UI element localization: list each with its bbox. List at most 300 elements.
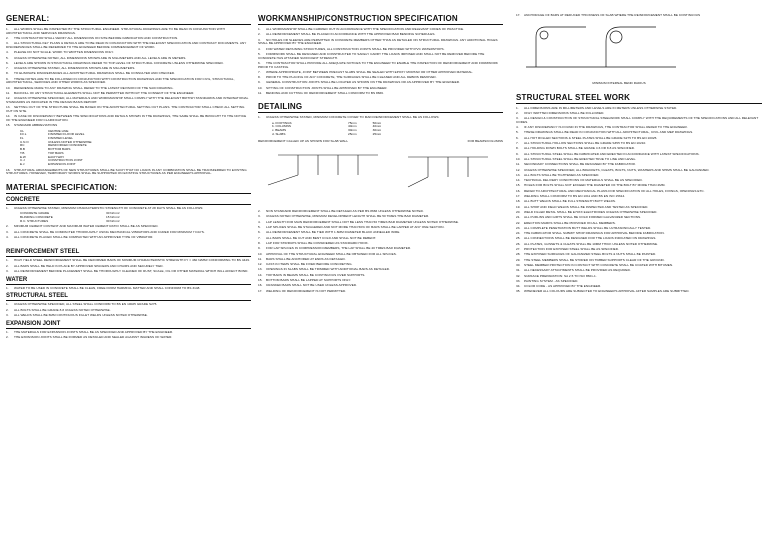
note-number: 1. <box>516 105 519 110</box>
note-text: ALL BUTT WELDS SHALL BE FULL STRENGTH BUTT WELDS. <box>524 199 616 204</box>
note-item <box>6 270 251 274</box>
note-number: 6. <box>258 230 261 235</box>
note-item <box>516 190 762 194</box>
note-number: 1. <box>6 285 9 290</box>
note-text: ALL WORKMANSHIP SHALL BE CARRIED OUT IN ACCORDANCE WITH THE SPECIFICATION AND RELEVANT CODES OF PRACTICE. <box>266 27 465 31</box>
note-text: WELDING OF REINFORCEMENT IS NOT PERMITTED. <box>266 288 347 293</box>
note-item <box>516 237 762 241</box>
note-number: 15. <box>258 278 263 283</box>
note-item <box>258 274 503 278</box>
note-number: 3. <box>6 268 9 273</box>
note-number: 7. <box>258 69 261 74</box>
note-item <box>6 97 251 104</box>
concrete-note-2: 2. MINIMUM CEMENT CONTENT AND MAXIMUM WATER CEMENT RATIO SHALL BE AS SPECIFIED. <box>6 224 159 229</box>
note-item <box>516 280 762 284</box>
note-text: BOTTOM BARS SHALL BE LAPPED AT SUPPORTS ONLY. <box>266 278 352 283</box>
note-text: LAP LENGTH FOR MAIN REINFORCEMENT SHALL NOT BE LESS THAN 50 TIMES BAR DIAMETER UNLESS NOTED OTHERWISE. <box>266 219 459 224</box>
abbr-meaning: EACH WAY <box>48 154 65 159</box>
note-text: NON STANDARD REINFORCEMENT SHALL BE DETAILED AS PER BS 8666 UNLESS OTHERWISE NOTED. <box>266 209 424 214</box>
note-text: CRANKED BARS SHALL NOT BE USED UNLESS APPROVED. <box>266 283 358 288</box>
note-item <box>258 263 503 267</box>
note-text: ALL REINFORCEMENT BEFORE PLACEMENT SHALL BE THOROUGHLY CLEANED OF RUST, SCALE, OIL OR OTHER MATERIAL WHICH WILL AFFECT BOND. <box>14 268 249 273</box>
note-number: 19. <box>516 204 521 209</box>
note-item <box>258 237 503 241</box>
note-item <box>258 62 503 69</box>
note-text: HOLES FOR BOLTS SHALL NOT EXCEED THE DIAMETER OF THE BOLT BY MORE THAN 2MM. <box>524 183 666 188</box>
note-number: 10. <box>258 251 263 256</box>
note-item <box>516 112 762 116</box>
note-text: UNLESS NOTED OTHERWISE, MINIMUM DEVELOPMENT LENGTH SHALL BE 50 TIMES THE BAR DIAMETER. <box>266 214 430 219</box>
detailing-notes <box>258 210 503 293</box>
note-text: ALL REINFORCEMENT SHALL BE TIED WITH 1.6MM DIAMETER BLACK ANNEALED WIRE. <box>266 230 401 235</box>
note-text: FOR WATER RETAINING STRUCTURES, ALL CONSTRUCTION JOINTS SHALL BE PROVIDED WITH PVC WATERSTOPS. <box>266 46 445 51</box>
note-text: COLOR CODE - AS APPROVED BY THE ENGINEER. <box>524 284 602 289</box>
note-number: 18. <box>516 199 521 204</box>
general-title: GENERAL: <box>6 14 251 25</box>
note-item <box>258 231 503 235</box>
note-text: THE CONTRACTOR SHALL PROVIDE ALL ADEQUATE NOTICES TO THE ENGINEER TO ENABLE THE INSPECTION OF REINFORCEMENT AND FORMWORK PRIOR TO CASTING. <box>258 60 498 69</box>
note-number: 8. <box>6 71 9 76</box>
note-number: 17. <box>516 194 521 199</box>
note-item <box>258 242 503 246</box>
note-item <box>516 206 762 210</box>
note-number: 14. <box>516 178 521 183</box>
note-number: 2. <box>6 36 9 40</box>
note-item <box>6 309 251 313</box>
note-item <box>258 76 503 80</box>
note-text: ALL BOLTS SHALL BE GRADE 8.8 UNLESS NOTED OTHERWISE. <box>14 307 111 312</box>
note-text: ALL PLATES, GUSSETS & CLEATS SHALL BE 10MM THICK UNLESS NOTED OTHERWISE. <box>524 241 658 246</box>
steel-work-title: STRUCTURAL STEEL WORK <box>516 93 762 104</box>
note-item <box>6 87 251 91</box>
note-item <box>516 232 762 236</box>
abbr-meaning: FINISHED LEVEL <box>48 136 73 141</box>
note-number: 26. <box>516 241 521 246</box>
note-text: LAP FOR STIRRUPS SHALL BE CONSIDERED AS STANDARD HOOK. <box>266 240 369 245</box>
note-text: ALL PURLINS AND GIRTS SHALL BE COLD FORMED GALVANIZED SECTIONS. <box>524 215 642 220</box>
note-number: 22. <box>516 220 521 225</box>
note-text: FOR LAP SPLICES IN COMPRESSION MEMBERS, THE LAP SHALL BE 40 TIMES BAR DIAMETER. <box>266 246 412 251</box>
note-item <box>516 163 762 167</box>
note-number: 1. <box>6 302 9 307</box>
note-text: ONLY WRITTEN DIMENSIONS SHALL BE FOLLOWED. <box>524 110 605 115</box>
concrete-title: CONCRETE <box>6 197 251 205</box>
cover-value: 25mm <box>348 132 357 137</box>
note-text: WATER TO BE USED IN CONCRETE SHALL BE CLEAN, FREE FROM HARMFUL MATTER AND SHALL CONFORM TO BS 3148. <box>14 285 201 290</box>
note-text: BENDING AND CUTTING OF REINFORCEMENT SHALL CONFORM TO BS 8666. <box>266 91 384 96</box>
cover-element: b. COLUMNS <box>272 124 291 129</box>
cover-value: 50mm <box>372 120 382 125</box>
note-item <box>258 48 503 52</box>
cover-value: 75mm <box>348 120 357 125</box>
note-item <box>258 290 503 294</box>
abbreviation-list <box>20 130 251 167</box>
note-text: GENERAL CONSTRUCTION JOINTS SHALL BE LOCATED AS SHOWN ON THE DRAWINGS OR AS APPROVED BY THE ENGINEER. <box>266 80 460 85</box>
grade-strength: 30 N/mm² <box>106 218 120 223</box>
note-text: ALL WORKS SHALL BE INSPECTED BY THE STRUCTURAL ENGINEER. STRUCTURAL DRAWINGS ARE TO BE READ IN CONJUNCTION WITH ARCHITECTURAL AND SERVICES DRAWINGS. <box>6 27 225 35</box>
note-number: 29. <box>516 257 521 262</box>
workmanship-notes <box>258 28 503 96</box>
note-text: STEEL MEMBER PROTECTION IN CONTACT WITH CONCRETE SHALL BE COATED WITH BITUMEN. <box>524 262 674 267</box>
grade-element: CONCRETE GRADE <box>20 211 50 215</box>
note-item <box>516 285 762 289</box>
note-text: TECHNICAL DELIVERY CONDITIONS OF MATERIALS SHALL BE AS SPECIFIED. <box>524 178 643 183</box>
note-number: 8. <box>258 240 261 245</box>
bend-radius-caption: MINIMUM INTERNAL BEND RADIUS <box>592 81 646 86</box>
note-number: 2. <box>258 209 261 214</box>
note-text: ALL WELDS SHALL BE 6MM CONTINUOUS FILLET WELDS UNLESS NOTED OTHERWISE. <box>14 312 148 317</box>
note-number: 12. <box>516 167 521 172</box>
note-text: ALL BARS SHALL BE CUT AND BENT COLD AND SHALL NOT BE REBENT. <box>266 235 377 240</box>
bend-radius-diagram <box>516 19 762 77</box>
grade-element: BLINDING CONCRETE <box>20 214 53 219</box>
note-number: 35. <box>516 289 521 294</box>
cover-element: d. SLABS <box>272 132 286 137</box>
note-item <box>516 126 762 130</box>
note-number: 1. <box>6 27 9 31</box>
struct-steel-title: STRUCTURAL STEEL <box>6 293 251 301</box>
note-item <box>258 284 503 288</box>
note-text: WELD FILLER METAL SHALL BE E70XX ELECTRODES UNLESS OTHERWISE SPECIFIED. <box>524 209 658 214</box>
note-item <box>516 174 762 178</box>
note-number: 12. <box>258 262 263 267</box>
cover-value: 25mm <box>372 132 382 137</box>
note-text: FORMWORK SHALL BE DESIGNED AND CONSTRUCTED TO SAFELY CARRY THE LOADS IMPOSED AND SHALL NOT BE REMOVED BEFORE THE CONCRETE HAS ATTAINED SUFFICIENT STRENGTH. <box>258 51 485 60</box>
note-text: ALL BOLTS SHALL BE TIGHTENED AS SPECIFIED. <box>524 172 600 177</box>
note-number: 33. <box>516 278 521 283</box>
detailing-intro: 1. UNLESS OTHERWISE STATED, MINIMUM CONCRETE COVER TO MAIN REINFORCEMENT SHALL BE AS FOLLOWS: <box>258 115 440 120</box>
note-text: CAST-IN ITEMS SHALL BE FIXED BEFORE CONCRETING. <box>266 262 353 267</box>
note-number: 23. <box>516 225 521 230</box>
abbr-code: CL <box>20 128 24 133</box>
note-number: 15. <box>516 183 521 188</box>
note-text: LAP SPLICES SHALL BE STAGGERED AND NOT MORE THAN 50% OF BARS SHALL BE LAPPED AT ANY ONE SECTION. <box>266 225 445 230</box>
cover-value: 30mm <box>372 128 382 133</box>
note-item <box>516 290 762 294</box>
note-text: UNLESS OTHERWISE NOTED, ALL DIMENSIONS SHOWN ARE IN MILLIMETERS AND ALL LEVELS ARE IN METERS. <box>14 55 187 60</box>
note-text: THESE DRAWINGS SHALL BE READ IN CONJUNCTION WITH ALL ARCHITECTURAL, CIVIL AND MEP DRAWINGS. <box>524 130 694 135</box>
note-item <box>516 107 762 111</box>
note-text: PLEASE DO NOT SCALE. WORK TO WRITTEN DIMENSIONS ONLY. <box>14 50 114 55</box>
note-item <box>516 259 762 263</box>
column-left <box>6 14 251 341</box>
note-text: TOP BARS IN BEAMS SHALL BE CONTINUOUS OVER SUPPORTS. <box>266 272 366 277</box>
reinforcement-callup-diagram <box>258 145 503 205</box>
note-item <box>6 106 251 113</box>
note-text: ALL BARS SHALL BE HELD IN PLACE BY APPROVED SPACERS AND CHAIRS AND SECURELY TIED. <box>14 263 164 268</box>
note-text: PRIOR TO THE PLACING OF ANY CONCRETE, THE SURFACES SHALL BE CLEANED AND ALL DEBRIS REMOVED. <box>266 75 437 80</box>
note-item <box>258 258 503 262</box>
concrete-note-3: 3. ALL CONCRETE SHALL BE COMPACTED THOROUGHLY USING MECHANICAL VIBRATORS AND CURED FOR MINIMUM 7 DAYS. <box>6 229 205 234</box>
anchorage-note: 17. ANCHORAGE OF BARS AT REDUCED THICKNESS OF SLAB WHERE THE REINFORCEMENT SHALL BE CONTINUOUS <box>516 13 701 17</box>
note-text: SECONDARY CONNECTIONS SHALL BE DESIGNED BY THE FABRICATOR. <box>524 162 636 167</box>
abbr-code: FL <box>20 136 24 141</box>
abbreviation-row <box>20 163 251 167</box>
note-item <box>258 279 503 283</box>
note-item <box>6 92 251 96</box>
water-title: WATER <box>6 277 251 285</box>
grade-strength: 15 N/mm² <box>106 214 120 219</box>
note-number: 3. <box>258 37 261 42</box>
note-text: ALL COMPLETE PENETRATION BUTT WELDS SHALL BE ULTRASONICALLY TESTED. <box>524 225 652 230</box>
note-item <box>516 275 762 279</box>
note-text: THE EXPANSION JOINTS SHALL BE FORMED AS DETAILED AND SEALED AGAINST INGRESS OF WATER. <box>14 334 173 339</box>
note-item <box>516 264 762 268</box>
note-item <box>258 215 503 219</box>
cover-value: 30mm <box>348 128 357 133</box>
note-text: THE FABRICATOR SHALL SUBMIT SHOP DRAWINGS FOR APPROVAL BEFORE FABRICATION. <box>524 231 665 236</box>
note-item <box>516 253 762 257</box>
note-number: 9. <box>516 151 519 156</box>
note-number: 6. <box>258 60 261 65</box>
note-item <box>516 200 762 204</box>
note-text: IN CASE OF DISCREPANCY BETWEEN THE SPECIFICATIONS AND DETAILS SHOWN IN THE DRAWINGS, THE SAME SHALL BE BROUGHT TO THE NOTICE OF THE ENGINEER FOR CLARIFICATION. <box>6 114 247 123</box>
note-text: ALL STRUCTURAL KEY PLANS & DETAILS ARE TO BE READ IN CONJUNCTION WITH THE RELEVANT SPECIFICATION AND CONTRACT DOCUMENTS. ANY DISCREPANCIES SHALL BE REFERRED TO THE ENGINEER BEFORE COMMENCEMENT OF WORK. <box>6 41 247 49</box>
note-number: 21. <box>516 215 521 220</box>
note-item <box>516 131 762 135</box>
note-item <box>258 33 503 37</box>
cover-value: 40mm <box>372 124 382 129</box>
note-item <box>258 87 503 91</box>
note-text: NO HOLES OR SLEEVES ARE PERMITTED IN CONCRETE MEMBERS OTHER THAN AS DETAILED ON STRUCTURAL DRAWINGS. ANY ADDITIONAL HOLES SHALL BE APPROVED BY THE ENGINEER. <box>258 37 498 46</box>
note-item <box>258 53 503 60</box>
abbr-code: C.J <box>20 158 25 163</box>
note-text: SITTING OF CONSTRUCTION JOINTS SHALL BE APPROVED BY THE ENGINEER. <box>266 85 388 90</box>
note-text: REFERENCE MADE TO ANY DRAWING SHALL REFER TO THE LATEST REVISION OF THE SAID DRAWING. <box>14 85 174 90</box>
note-text: ERECTION MARKS SHALL BE PROVIDED ON ALL MEMBERS. <box>524 220 616 225</box>
note-item <box>516 117 762 124</box>
note-item <box>516 248 762 252</box>
abbr-meaning: CONSTRUCTION JOINT <box>48 158 83 163</box>
abbr-code: B.B <box>20 147 25 152</box>
note-text: ALL NECESSARY ATTACHMENTS SHALL BE PROVIDED AS REQUIRED. <box>524 268 631 273</box>
note-item <box>516 147 762 151</box>
figure-captions <box>258 140 503 144</box>
note-number: 24. <box>516 231 521 236</box>
note-number: 12. <box>6 96 11 101</box>
column-right <box>516 14 762 296</box>
concrete-grades-table <box>20 212 251 223</box>
note-number: 25. <box>516 236 521 241</box>
expansion-title: EXPANSION JOINT <box>6 321 251 329</box>
note-item <box>258 28 503 32</box>
note-text: ALL SHOP AND FIELD WELDS SHALL BE INSPECTED AND TESTED AS SPECIFIED. <box>524 204 649 209</box>
note-item <box>6 67 251 71</box>
abbr-code: E.W <box>20 154 26 159</box>
note-number: 30. <box>516 262 521 267</box>
note-text: SETTING OUT OF THE STRUCTURE SHALL BE BASED ON THE ARCHITECTURAL SETTING OUT PLANS. THE CONTRACTOR SHALL CHECK ALL SETTING OUT ON SITE. <box>6 105 245 114</box>
note-item <box>516 269 762 273</box>
note-number: 20. <box>516 209 521 214</box>
note-text: ALL CONNECTIONS SHALL BE DESIGNED FOR THE LOADS INDICATED ON DRAWINGS. <box>524 236 657 241</box>
abbr-meaning: TOP BARS <box>48 150 64 155</box>
note-number: 1. <box>6 329 9 334</box>
abbr-meaning: BOTTOM BARS <box>48 147 71 152</box>
note-number: 2. <box>516 110 519 115</box>
note-number: 9. <box>258 80 261 85</box>
note-text: ALL REINFORCEMENT SHALL BE PLACED IN ACCORDANCE WITH THE APPROVED BAR BENDING SCHEDULES. <box>266 32 436 37</box>
note-item <box>6 287 251 291</box>
note-number: 7. <box>516 141 519 146</box>
note-item <box>516 211 762 215</box>
concrete-note-4: 4. ALL CONCRETE PLACED SHALL BE COMPACTED WITH AN APPROVED TYPE OF VIBRATOR. <box>6 234 154 239</box>
note-number: 2. <box>258 32 261 37</box>
reinforcement-notes <box>6 259 251 273</box>
note-text: THE STEEL MEMBERS SHALL BE STORED ON TIMBER SUPPORTS CLEAR OF THE GROUND. <box>524 257 665 262</box>
note-text: PAINTING SYSTEM - AS SPECIFIED. <box>524 278 579 283</box>
note-number: 2. <box>6 307 9 312</box>
note-number: 14. <box>258 272 263 277</box>
note-item <box>6 115 251 122</box>
abbr-code: T.B <box>20 150 25 155</box>
note-number: 1. <box>6 258 9 263</box>
steel-work-notes <box>516 107 762 295</box>
note-number: 4. <box>258 219 261 224</box>
note-number: 14. <box>6 114 11 119</box>
concrete-note-1: 1. UNLESS OTHERWISE STATED, MINIMUM CHARACTERISTIC STRENGTH OF CONCRETE AT 28 DAYS SHALL BE AS FOLLOWS: <box>6 205 204 210</box>
water-notes <box>6 287 251 291</box>
note-item <box>258 226 503 230</box>
note-item <box>516 153 762 157</box>
note-number: 16. <box>516 188 521 193</box>
note-item <box>258 92 503 96</box>
workmanship-title: WORKMANSHIP/CONSTRUCTION SPECIFICATION <box>258 14 503 25</box>
note-number: 13. <box>258 267 263 272</box>
note-number: 3. <box>6 312 9 317</box>
reinforcement-title: REINFORCEMENT STEEL <box>6 249 251 257</box>
fig-caption-left: REINFORCEMENT CALLED UP AS SHOWN FOR SLAB WALL <box>258 138 349 143</box>
note-text: WELDING SHALL CONFORM TO BS EN 1011 AND BS EN ISO 15614. <box>524 194 626 199</box>
grade-row <box>20 220 251 224</box>
note-number: 8. <box>258 75 261 80</box>
note-number: 3. <box>516 116 519 121</box>
note-number: 8. <box>516 146 519 151</box>
note-item <box>6 314 251 318</box>
cover-value: 40mm <box>348 124 357 129</box>
cover-element: a. FOOTINGS <box>272 120 292 125</box>
abbr-code: E.J <box>20 162 25 166</box>
note-text: ALL HOT ROLLED SECTIONS & STEEL PLATES SHALL BE GRADE S275 TO BS EN 10025. <box>524 135 658 140</box>
note-number: 3. <box>258 214 261 219</box>
note-item <box>258 81 503 85</box>
note-item <box>258 210 503 214</box>
note-number: 28. <box>516 252 521 257</box>
note-item <box>516 216 762 220</box>
note-item <box>6 72 251 76</box>
note-number: 13. <box>6 105 11 110</box>
note-item <box>258 39 503 46</box>
note-item <box>516 137 762 141</box>
note-text: UNLESS OTHERWISE STATED, ALL DIMENSIONS SHOWN ARE IN MILLIMETERS. <box>14 66 136 71</box>
note-text: OPENINGS IN SLABS SHALL BE TRIMMED WITH ADDITIONAL BARS AS DETAILED. <box>266 267 390 272</box>
abbr-meaning: CENTRE LINE <box>48 128 69 133</box>
note-number: 34. <box>516 284 521 289</box>
note-item <box>6 336 251 340</box>
note-number: 5. <box>516 130 519 135</box>
note-text: THESE NOTES ARE TO BE FOLLOWED IN CONJUNCTION WITH CONSTRUCTION DRAWINGS AND THE SPECIFICATION FOR CIVIL, STRUCTURAL, ARCHITECTURAL, SERVICES AND OTHER WORKS AS SPECIFIED. <box>6 76 235 85</box>
note-number: 11. <box>258 91 263 96</box>
note-number: 1. <box>258 27 261 31</box>
note-item <box>258 268 503 272</box>
note-item <box>6 37 251 41</box>
note-number: 27. <box>516 247 521 252</box>
note-item <box>516 169 762 173</box>
abbr-meaning: FINISHED FLOOR LEVEL <box>48 132 85 137</box>
note-text: ALL HOLDING DOWN BOLTS SHALL BE GRADE 4.6 OR 8.8 AS SPECIFIED. <box>524 146 635 151</box>
note-text: WHENEVER ALL COLOURS ARE SUBJECTED TO ENGINEER'S APPROVAL AFTER SAMPLES ARE SUBMITTED. <box>524 289 690 294</box>
note-number: 10. <box>6 85 11 90</box>
note-number: 9. <box>258 246 261 251</box>
note-text: ALL STRUCTURAL STEEL SHALL BE ERECTED TRUE TO LINE AND LEVEL. <box>524 156 637 161</box>
note-number: 4. <box>516 125 519 130</box>
abbr-code: F.F.L <box>20 132 27 137</box>
note-item <box>516 142 762 146</box>
expansion-notes <box>6 331 251 340</box>
note-item <box>6 265 251 269</box>
note-item <box>258 247 503 251</box>
note-text: TO ELIMINATE DISCREPANCIES ALL ARCHITECTURAL DRAWINGS SHALL BE CONSULTED AND CHECKED. <box>14 71 176 76</box>
note-number: 7. <box>6 66 9 71</box>
note-number: 2. <box>6 263 9 268</box>
cover-table <box>272 122 503 137</box>
note-number: 5. <box>258 51 261 56</box>
note-item <box>6 28 251 35</box>
note-text: BACKFILL OF ANY STRUCTURAL ELEMENTS SHALL NOT BE PERMITTED WITHOUT THE CONSENT OF THE ENGINEER. <box>14 91 195 96</box>
grade-element: R.C. STRUCTURES <box>20 218 49 223</box>
note-number: 4. <box>6 50 9 55</box>
note-number: 4. <box>258 46 261 51</box>
column-middle <box>258 14 503 295</box>
general-notes <box>6 28 251 123</box>
general-last-note: 16. STRUCTURAL ARRANGEMENTS OF NEW STRUCTURES SHALL BE SUCH THAT NO LOADS IN ANY COMBINATION SHALL BE TRANSFERRED TO EXISTING STRUCTURES. HOWEVER, TEMPORARY WORKS SHALL BE SUPPORTED ON EXISTING STRUCTURES AS PER ENGINEER'S APPROVAL. <box>6 167 247 176</box>
note-text: LEVELS ARE SHOWN IN STRUCTURAL DRAWINGS REFER TO TOP LEVEL OF STRUCTURAL CONCRETE UNLESS OTHERWISE SPECIFIED. <box>14 60 224 65</box>
note-number: 5. <box>6 55 9 60</box>
note-item <box>6 57 251 61</box>
note-number: 32. <box>516 273 521 278</box>
note-text: THE CONTRACTOR SHALL VERIFY ALL DIMENSIONS ON SITE BEFORE FABRICATION AND CONSTRUCTION. <box>14 36 179 40</box>
note-item <box>516 158 762 162</box>
cover-element: c. BEAMS <box>272 128 287 133</box>
note-number: 3. <box>6 41 9 46</box>
note-number: 10. <box>516 156 521 161</box>
note-item <box>6 42 251 49</box>
material-title: MATERIAL SPECIFICATION: <box>6 183 251 194</box>
note-item <box>516 243 762 247</box>
note-text: UNLESS OTHERWISE SPECIFIED, ALL BRACKETS, CLEATS, BOLTS, NUTS, WASHERS AND SHIMS SHALL BE GALVANIZED. <box>524 167 710 172</box>
note-text: ALL DIMENSIONS ARE IN MILLIMETERS AND LEVELS ARE IN METERS UNLESS OTHERWISE STATED. <box>524 105 678 110</box>
note-text: UNLESS OTHERWISE SPECIFIED, ALL STEEL SHALL CONFORM TO BS EN 10025 GRADE S275. <box>14 302 158 307</box>
note-number: 31. <box>516 268 521 273</box>
note-item <box>516 222 762 226</box>
structural-steel-notes <box>6 303 251 317</box>
note-number: 6. <box>516 135 519 140</box>
note-number: 6. <box>6 60 9 65</box>
note-number: 13. <box>516 172 521 177</box>
abbr-code: U.N.O <box>20 139 29 144</box>
note-number: 10. <box>258 85 263 90</box>
abbr-meaning: EXPANSION JOINT <box>48 162 76 166</box>
note-item <box>6 78 251 85</box>
note-text: ALL STRUCTURAL STEEL SHALL BE FABRICATED AND ERECTED IN ACCORDANCE WITH LATEST SPECIFICATIONS. <box>524 151 700 156</box>
note-item <box>258 221 503 225</box>
note-text: WHERE APPROPRIATE, JOINT BETWEEN PRECAST SLABS SHALL BE SEALED WITH EPOXY MORTAR OR OTHER APPROVED MATERIAL. <box>266 69 474 74</box>
note-item <box>6 259 251 263</box>
note-item <box>516 184 762 188</box>
fig-caption-right: FOR BEAMS/COLUMNS <box>467 138 503 143</box>
note-number: 7. <box>258 235 261 240</box>
note-text: SURFACE PREPARATION: SA 2.5 TO ISO 8501-1. <box>524 273 597 278</box>
note-number: 2. <box>6 334 9 339</box>
